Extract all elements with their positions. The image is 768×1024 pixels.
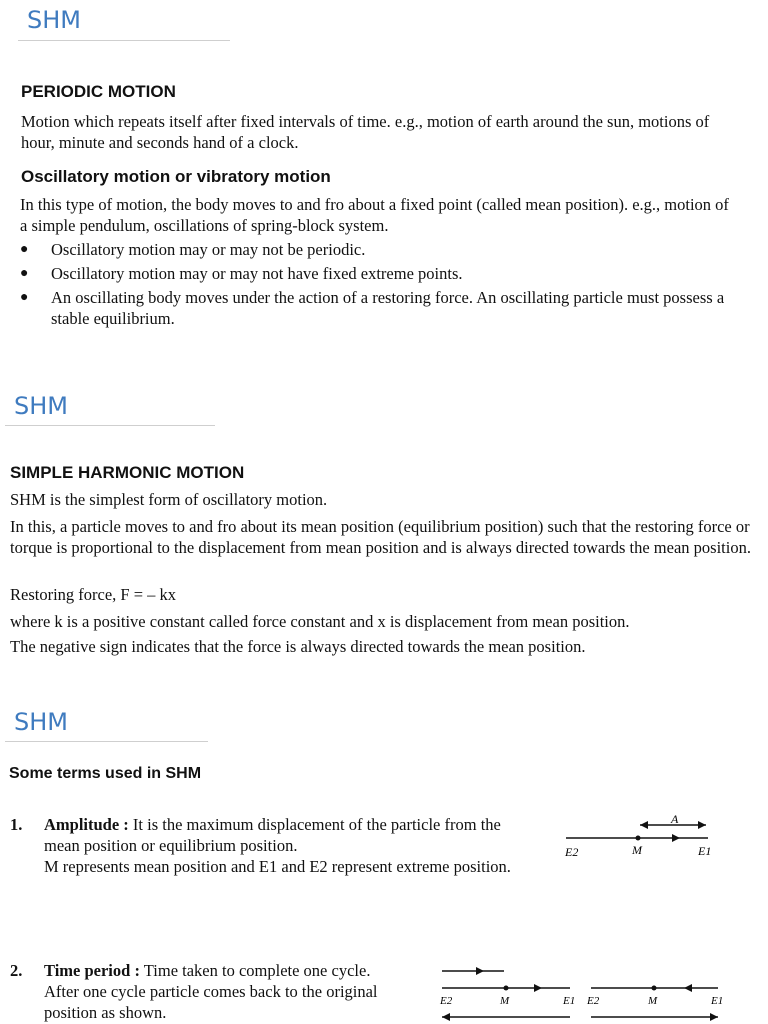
shm-line-2: In this, a particle moves to and fro about its mean position (equilibrium position) such that the restoring force or torque is proportional to the displacement from mean position and is always directed towards the mean position. <box>10 517 751 557</box>
section-3-title: SHM <box>14 708 68 736</box>
term-text: Time taken to complete one cycle. <box>143 961 371 980</box>
periodic-motion-heading: PERIODIC MOTION <box>21 82 176 101</box>
shm-restoring-force <box>10 584 750 605</box>
shm-line-1: SHM is the simplest form of oscillatory motion. <box>10 490 328 509</box>
term-text: It is the maximum displacement of the particle from the mean position or equilibrium position. <box>44 815 501 855</box>
section-1-rule <box>18 40 230 41</box>
list-item <box>18 287 728 329</box>
time-period-diagram <box>436 960 726 1024</box>
label-m: M <box>632 843 642 857</box>
label-e2: E2 <box>440 995 453 1007</box>
restoring-force-text: Restoring force, F = – kx <box>10 585 177 604</box>
bullet-text: An oscillating body moves under the action of a restoring force. An oscillating particle must possess a stable equilibrium. <box>51 288 725 328</box>
oscillatory-motion-heading: Oscillatory motion or vibratory motion <box>21 167 331 186</box>
term-name: Amplitude : <box>44 815 129 834</box>
section-2-rule <box>5 425 215 426</box>
oscillatory-motion-text: In this type of motion, the body moves to and fro about a fixed point (called mean position). e.g., motion of a simple pendulum, oscillations of spring-block system. <box>20 195 729 235</box>
bullet-icon: ● <box>20 290 29 305</box>
amplitude-diagram <box>560 812 720 864</box>
label-e1-right: E1 <box>711 995 724 1007</box>
list-item <box>18 263 728 284</box>
section-2-title: SHM <box>14 392 68 420</box>
amplitude-label-a: A <box>671 812 679 826</box>
shm-line-4: where k is a positive constant called force constant and x is displacement from mean position. <box>10 612 630 631</box>
term-extra: M represents mean position and E1 and E2 represent extreme position. <box>44 857 511 876</box>
bullet-icon: ● <box>20 266 29 281</box>
terms-heading: Some terms used in SHM <box>9 765 202 782</box>
label-m-right: M <box>648 995 658 1007</box>
term-name: Time period : <box>44 961 140 980</box>
oscillatory-bullets <box>18 239 728 332</box>
section-1-title: SHM <box>27 6 81 34</box>
bullet-text: Oscillatory motion may or may not have fixed extreme points. <box>51 264 463 283</box>
section-3-rule <box>5 741 208 742</box>
label-e1: E1 <box>563 995 576 1007</box>
bullet-text: Oscillatory motion may or may not be periodic. <box>51 240 366 259</box>
label-e1: E1 <box>698 844 712 858</box>
list-item <box>18 239 728 260</box>
term-amplitude <box>10 814 535 904</box>
shm-line-5: The negative sign indicates that the force is always directed towards the mean position. <box>10 637 586 656</box>
label-m: M <box>500 995 510 1007</box>
term-number: 2. <box>10 961 23 980</box>
periodic-motion-definition: Motion which repeats itself after fixed intervals of time. e.g., motion of earth around the sun, motions of hour, minute and seconds hand of a clock. <box>21 112 710 152</box>
label-e2-right: E2 <box>587 995 600 1007</box>
term-time-period <box>10 960 430 1024</box>
term-extra: After one cycle particle comes back to the original position as shown. <box>44 982 378 1022</box>
bullet-icon: ● <box>20 242 29 257</box>
term-number: 1. <box>10 815 23 834</box>
label-e2: E2 <box>565 845 579 859</box>
shm-heading: SIMPLE HARMONIC MOTION <box>10 463 245 482</box>
